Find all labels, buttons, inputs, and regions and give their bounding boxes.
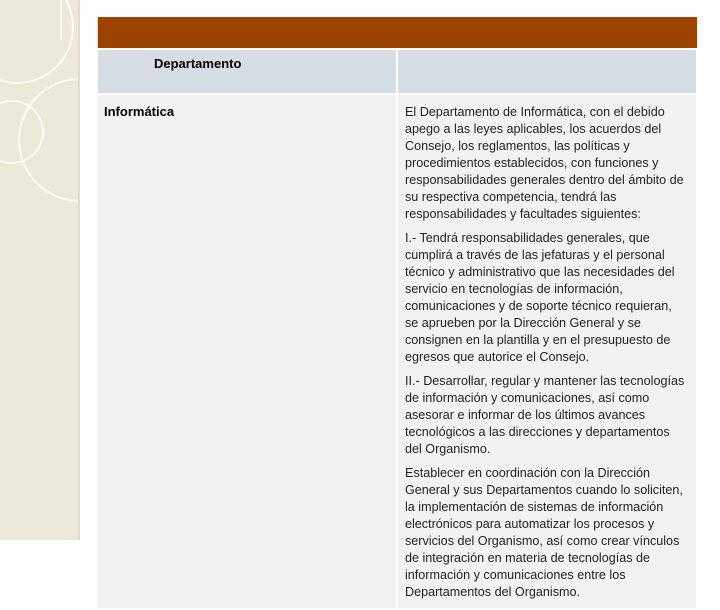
description-paragraph: II.- Desarrollar, regular y mantener las tecnologías de información y comunicaciones, así como asesorar e informar de los últimos avances tecnológicos a las direcciones y departamentos del Organismo. xyxy=(405,374,685,456)
table-title-bar xyxy=(97,17,697,49)
table-title-bar-row xyxy=(97,17,697,49)
column-header-departamento: Departamento xyxy=(97,49,397,94)
description-paragraph: Establecer en coordinación con la Dirección General y sus Departamentos cuando lo soliciten, la implementación de sistemas de información electrónicos para automatizar los procesos y servicios del Organismo, así como crear vínculos de integración en materia de tecnologías de información y comunicaciones entre los Departamentos del Organismo. xyxy=(405,466,683,599)
description-paragraph: I.- Tendrá responsabilidades generales, que cumplirá a través de las jefaturas y el personal técnico y administrativo que las necesidades del servicio en tecnologías de información, comunicaciones y de soporte técnico requieran, se aprueben por la Dirección General y se consignen en la plantilla y en el presupuesto de egresos que autorice el Consejo. xyxy=(405,231,675,364)
decorative-divider xyxy=(78,0,80,540)
department-table xyxy=(96,17,698,610)
description-paragraph: El Departamento de Informática, con el debido apego a las leyes aplicables, los acuerdos del Consejo, los reglamentos, las políticas y procedimientos establecidos, con funciones y responsabilidades generales dentro del ámbito de su respectiva competencia, tendrá las responsabilidades y facultades siguientes: xyxy=(405,105,684,221)
decorative-side-band xyxy=(0,0,78,540)
row-description xyxy=(397,94,697,609)
row-label-informatica: Informática xyxy=(97,94,397,609)
table-header-row xyxy=(97,49,697,94)
decorative-lines xyxy=(60,0,84,40)
table-row xyxy=(97,94,697,609)
column-header-description xyxy=(397,49,697,94)
